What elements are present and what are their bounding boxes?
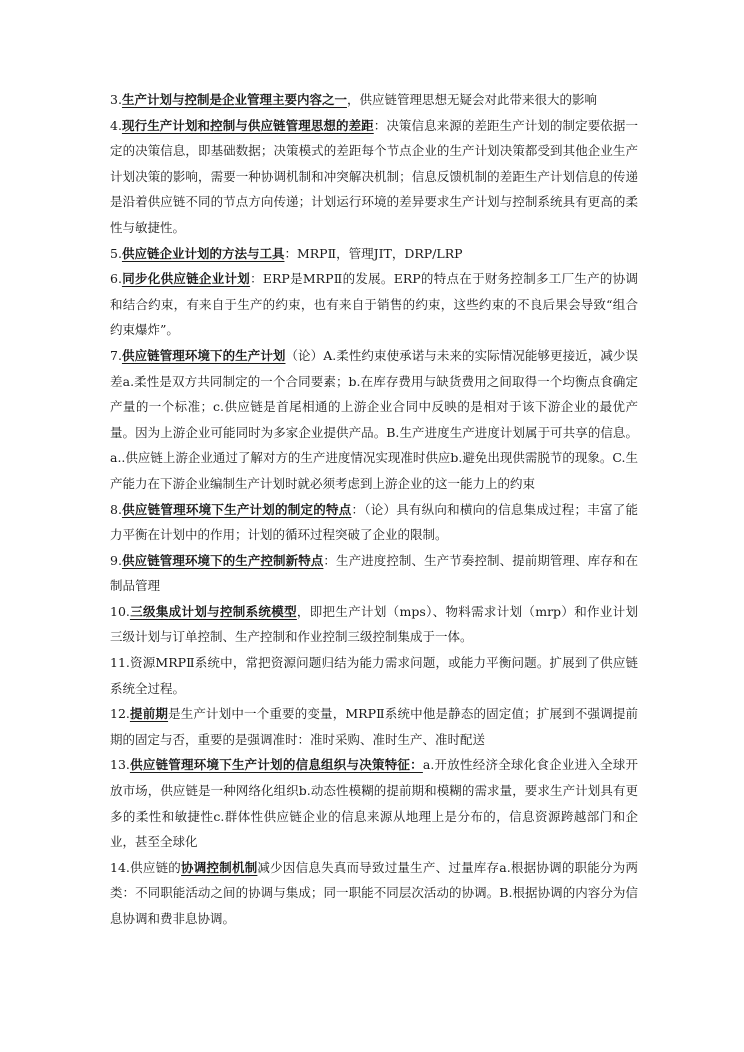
item-number: 12. [110, 706, 130, 722]
item-heading: 现行生产计划和控制与供应链管理思想的差距 [121, 117, 374, 133]
item-number: 11. [110, 655, 130, 671]
item-text: 减少因信息失真而导致过量生产、过量库存a.根据协调的职能分为两类：不同职能活动之间的协调与集成；同一职能不同层次活动的协调。B.根据协调的内容分为信息协调和费非息协调。 [110, 859, 638, 926]
item-heading: 供应链管理环境下生产计划的信息组织与决策特征： [129, 757, 423, 773]
item-number: 8. [110, 501, 122, 517]
item-3 [110, 87, 638, 113]
item-number: 9. [110, 552, 122, 568]
item-text: 是生产计划中一个重要的变量，MRPⅡ系统中他是静态的固定值；扩展到不强调提前期的固定与否，重要的是强调准时：准时采购、准时生产、准时配送 [110, 706, 638, 747]
item-text: ：ERP是MRPⅡ的发展。ERP的特点在于财务控制多工厂生产的协调和结合约束，有来自于生产的约束，也有来自于销售的约束，这些约束的不良后果会导致“组合约束爆炸”。 [110, 271, 638, 338]
item-text-prefix: 供应链的 [129, 859, 182, 875]
item-14 [110, 855, 638, 932]
item-text: （论）A.柔性约束使承诺与未来的实际情况能够更接近，减少误差a.柔性是双方共同制定的一个合同要素；b.在库存费用与缺货费用之间取得一个均衡点食确定产量的一个标准；c.供应链是首尾相通的上游企业合同中反映的是相对于该下游企业的最优产量。因为上游企业可能同时为多家企业提供产品。B.生产进度生产进度计划属于可共享的信息。a..供应链上游企业通过了解对方的生产进度情况实现准时供应b.避免出现供需脱节的现象。C.生产能力在下游企业编制生产计划时就必须考虑到上游企业的这一能力上的约束 [110, 347, 638, 491]
item-heading: 生产计划与控制是企业管理主要内容之一 [121, 92, 347, 107]
item-number: 6. [110, 271, 122, 287]
item-number: 10. [110, 603, 130, 619]
item-text: ，供应链管理思想无疑会对此带来很大的影响 [346, 92, 597, 107]
item-text: 资源MRPⅡ系统中，常把资源问题归结为能力需求问题，或能力平衡问题。扩展到了供应链系统全过程。 [110, 655, 638, 696]
item-number: 3. [110, 92, 122, 107]
item-heading: 提前期 [129, 706, 169, 722]
item-text: ：MRPⅡ，管理JIT，DRP/LRP [284, 245, 463, 261]
item-number: 13. [110, 757, 130, 773]
item-text: a.开放性经济全球化食企业进入全球开放市场，供应链是一种网络化组织b.动态性模糊的提前期和模糊的需求量，要求生产计划具有更多的柔性和敏捷性c.群体性供应链企业的信息来源从地理上是分布的，信息资源跨越部门和企业，甚至全球化 [110, 757, 638, 850]
item-heading: 同步化供应链企业计划 [121, 271, 251, 287]
item-number: 7. [110, 347, 122, 363]
item-text: ：（论）具有纵向和横向的信息集成过程；丰富了能力平衡在计划中的作用；计划的循环过程突破了企业的限制。 [110, 501, 638, 543]
item-12 [110, 701, 638, 752]
item-heading: 供应链管理环境下的生产控制新特点 [121, 552, 324, 568]
item-heading: 供应链企业计划的方法与工具 [121, 245, 285, 261]
item-6 [110, 266, 638, 343]
item-4 [110, 113, 638, 241]
item-number: 5. [110, 245, 122, 261]
item-5 [110, 241, 638, 267]
item-text: ：决策信息来源的差距生产计划的制定要依据一定的决策信息，即基础数据；决策模式的差距每个节点企业的生产计划决策都受到其他企业生产计划决策的影响，需要一种协调机制和冲突解决机制；信息反馈机制的差距生产计划信息的传递是沿着供应链不同的节点方向传递；计划运行环境的差异要求生产计划与控制系统具有更高的柔性与敏捷性。 [110, 117, 638, 235]
item-11 [110, 650, 638, 701]
document-body [110, 87, 638, 932]
item-9 [110, 548, 638, 599]
item-heading: 协调控制机制 [181, 859, 258, 875]
item-heading: 供应链管理环境下的生产计划 [121, 347, 286, 363]
item-text: ：生产进度控制、生产节奏控制、提前期管理、库存和在制品管理 [110, 552, 638, 594]
item-heading: 三级集成计划与控制系统模型 [129, 603, 297, 619]
item-number: 14. [110, 859, 130, 875]
item-number: 4. [110, 117, 122, 133]
item-text: ，即把生产计划（mps）、物料需求计划（mrp）和作业计划三级计划与订单控制、生产控制和作业控制三级控制集成于一体。 [110, 603, 638, 645]
item-10 [110, 599, 638, 650]
item-8 [110, 497, 638, 548]
item-heading: 供应链管理环境下生产计划的制定的特点 [121, 501, 352, 517]
item-7 [110, 343, 638, 497]
item-13 [110, 752, 638, 854]
